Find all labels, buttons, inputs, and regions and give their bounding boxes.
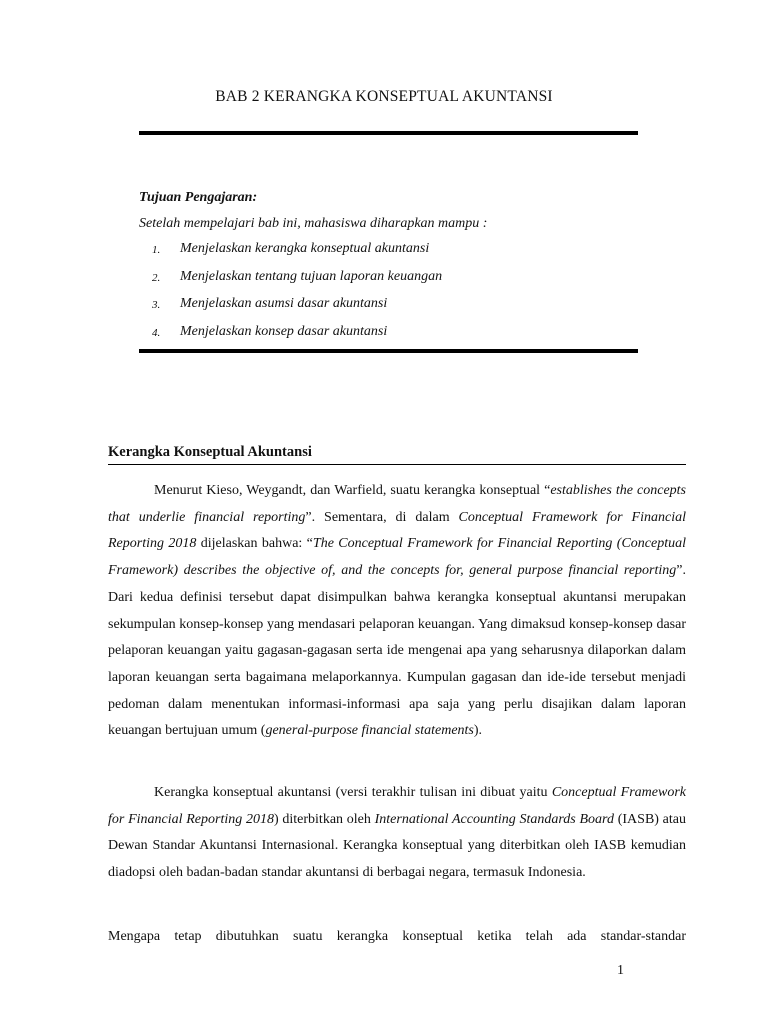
list-text: Menjelaskan asumsi dasar akuntansi (180, 296, 388, 311)
section-heading: Kerangka Konseptual Akuntansi (108, 443, 686, 465)
list-number: 4. (152, 326, 161, 339)
bottom-rule (139, 349, 638, 353)
list-item (139, 267, 639, 295)
objectives-intro: Setelah mempelajari bab ini, mahasiswa diharapkan mampu : (139, 216, 488, 231)
page-number: 1 (617, 963, 624, 978)
objectives-heading: Tujuan Pengajaran: (139, 190, 258, 205)
list-item (139, 322, 639, 350)
top-rule (139, 131, 638, 135)
list-text: Menjelaskan konsep dasar akuntansi (180, 323, 388, 339)
list-number: 2. (152, 271, 161, 284)
list-text: Menjelaskan kerangka konseptual akuntansi (180, 241, 430, 256)
paragraph-2: Kerangka konseptual akuntansi (versi terakhir tulisan ini dibuat yaitu Conceptual Framework for Financial Reporting 2018) diterbitkan oleh International Accounting Standards Board (IASB) atau Dewan Standar Akuntansi Internasional. Kerangka konseptual yang diterbitkan oleh IASB kemudian diadopsi oleh badan-badan standar akuntansi di berbagai negara, termasuk Indonesia. (108, 785, 687, 881)
list-text: Menjelaskan tentang tujuan laporan keuangan (180, 268, 443, 284)
paragraph-3: Mengapa tetap dibutuhkan suatu kerangka konseptual ketika telah ada standar-standar (108, 929, 686, 944)
list-item (139, 294, 639, 322)
chapter-title: BAB 2 KERANGKA KONSEPTUAL AKUNTANSI (215, 88, 553, 105)
paragraph-1: Menurut Kieso, Weygandt, dan Warfield, suatu kerangka konseptual “establishes the concepts that underlie financial reporting”. Sementara, di dalam Conceptual Framework for Financial Reporting 2018 dijelaskan bahwa: “The Conceptual Framework for Financial Reporting (Conceptual Framework) describes the objective of, and the concepts for, general purpose financial reporting”. Dari kedua definisi tersebut dapat disimpulkan bahwa kerangka konseptual akuntansi merupakan sekumpulan konsep-konsep yang mendasari pelaporan keuangan. Yang dimaksud konsep-konsep dasar pelaporan keuangan yaitu gagasan-gagasan serta ide mengenai apa yang seharusnya dilaporkan dalam laporan keuangan serta bagaimana melaporkannya. Kumpulan gagasan dan ide-ide tersebut menjadi pedoman dalam menentukan informasi-informasi apa saja yang perlu disajikan dalam laporan keuangan bertujuan umum (general-purpose financial statements). (108, 483, 686, 739)
list-item (139, 239, 639, 267)
objectives-list (139, 239, 639, 349)
list-number: 1. (152, 244, 161, 256)
list-number: 3. (152, 299, 161, 311)
learning-objectives (139, 188, 639, 349)
